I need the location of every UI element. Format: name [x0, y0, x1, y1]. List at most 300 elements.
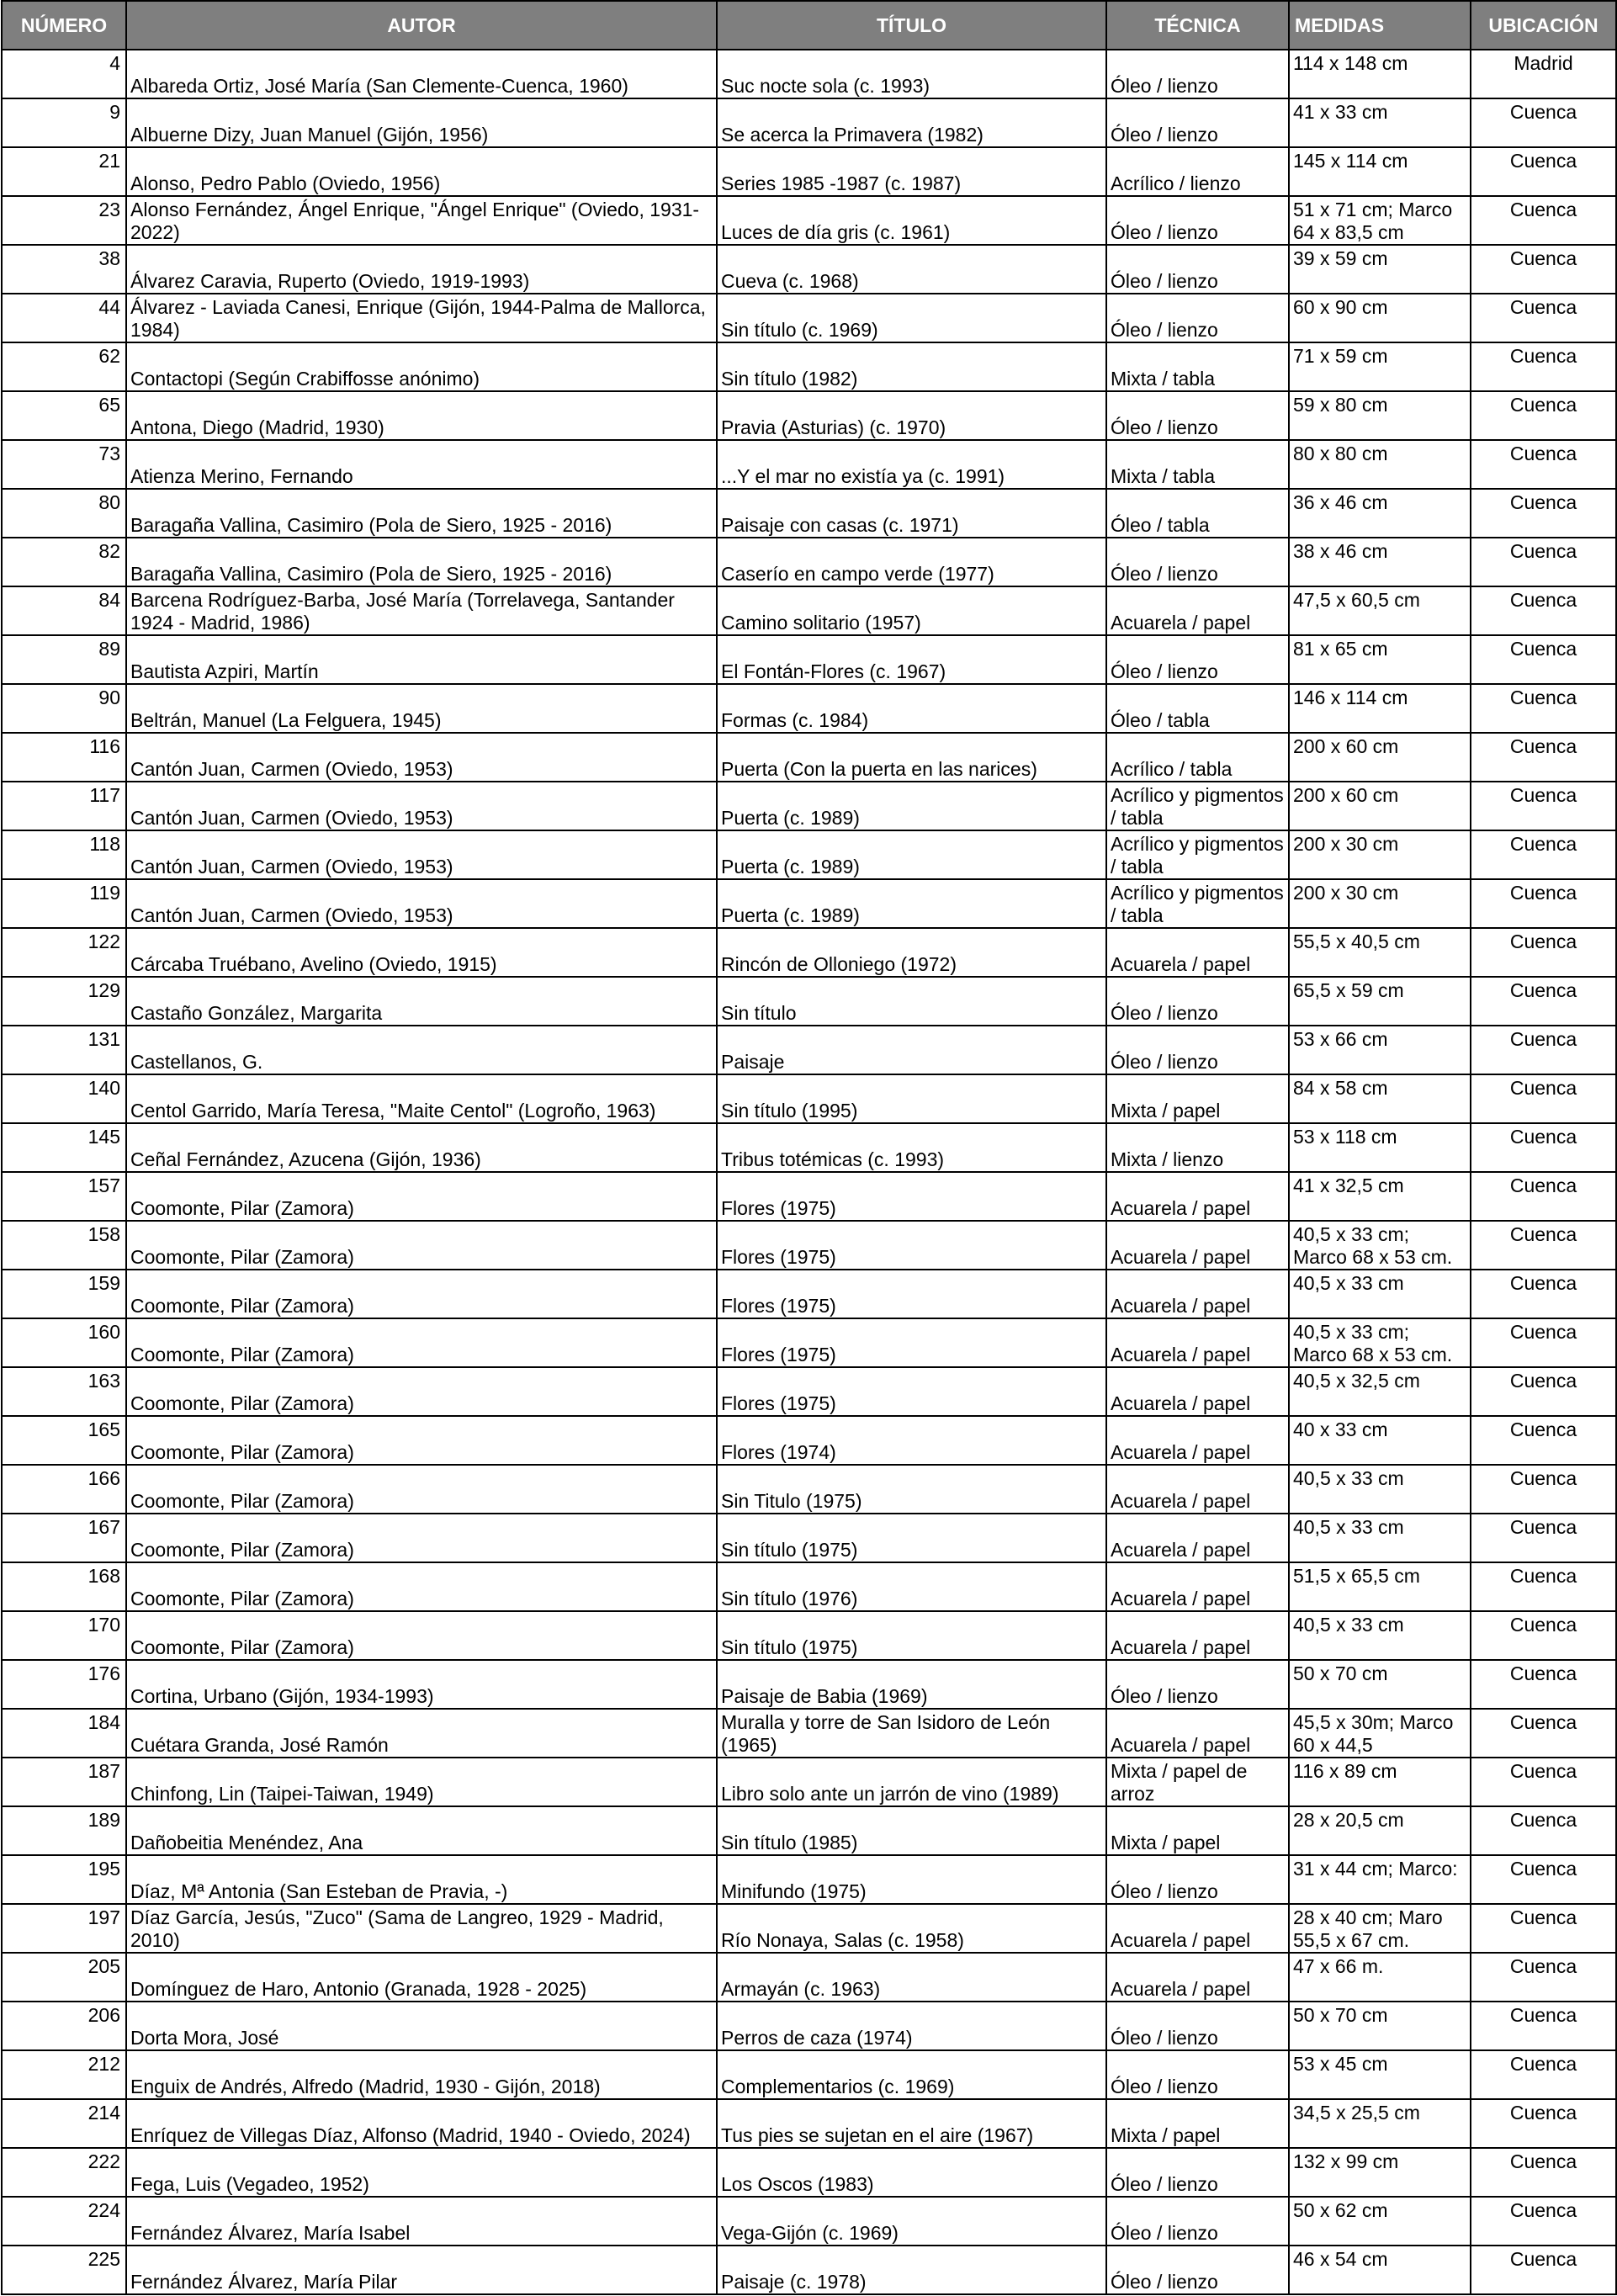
cell-medidas-text: 200 x 30 cm: [1293, 882, 1399, 904]
cell-ubicacion: [1471, 635, 1616, 684]
cell-ubicacion: [1471, 1709, 1616, 1758]
cell-autor-text: Fernández Álvarez, María Pilar: [130, 2271, 398, 2293]
cell-titulo: [717, 1660, 1106, 1709]
table-row: [2, 1367, 1616, 1416]
cell-tecnica-text: Acuarela / papel: [1111, 1490, 1251, 1512]
cell-titulo-text: Puerta (c. 1989): [721, 807, 860, 829]
cell-autor: [126, 1074, 717, 1123]
cell-numero-text: 170: [87, 1614, 120, 1636]
table-row: [2, 440, 1616, 489]
cell-tecnica-text: Óleo / tabla: [1111, 514, 1210, 536]
cell-titulo-text: Puerta (c. 1989): [721, 856, 860, 878]
cell-titulo-text: Flores (1975): [721, 1197, 836, 1219]
cell-autor-text: Cantón Juan, Carmen (Oviedo, 1953): [130, 856, 453, 878]
cell-ubicacion: [1471, 342, 1616, 391]
cell-autor: [126, 2197, 717, 2246]
cell-autor-text: Coomonte, Pilar (Zamora): [130, 1539, 354, 1561]
cell-numero-text: 157: [87, 1175, 120, 1196]
table-row: [2, 391, 1616, 440]
cell-titulo: [717, 1611, 1106, 1660]
cell-ubicacion: [1471, 2002, 1616, 2050]
cell-autor: [126, 1660, 717, 1709]
cell-titulo-text: Pravia (Asturias) (c. 1970): [721, 416, 946, 438]
cell-numero: [2, 1318, 126, 1367]
cell-medidas-text: 46 x 54 cm: [1293, 2248, 1388, 2270]
cell-numero: [2, 1123, 126, 1172]
cell-autor: [126, 245, 717, 294]
cell-tecnica: [1106, 2148, 1289, 2197]
cell-titulo: [717, 1562, 1106, 1611]
cell-numero-text: 82: [98, 540, 120, 562]
cell-tecnica-text: Acuarela / papel: [1111, 1441, 1251, 1463]
cell-autor: [126, 2099, 717, 2148]
cell-titulo-text: Flores (1975): [721, 1295, 836, 1317]
cell-tecnica: [1106, 1074, 1289, 1123]
cell-medidas: [1289, 245, 1471, 294]
cell-tecnica: [1106, 440, 1289, 489]
cell-autor-text: Coomonte, Pilar (Zamora): [130, 1197, 354, 1219]
cell-numero: [2, 1416, 126, 1465]
cell-medidas-text: 145 x 114 cm: [1293, 150, 1408, 172]
cell-autor: [126, 147, 717, 196]
cell-ubicacion-text: Cuenca: [1509, 1370, 1577, 1392]
cell-titulo: [717, 1270, 1106, 1318]
cell-numero-text: 4: [109, 52, 120, 74]
cell-autor: [126, 1514, 717, 1562]
cell-medidas-text: 71 x 59 cm: [1293, 345, 1388, 367]
cell-titulo: [717, 1709, 1106, 1758]
cell-ubicacion: [1471, 440, 1616, 489]
cell-medidas-text: 80 x 80 cm: [1293, 443, 1388, 464]
table-row: [2, 2050, 1616, 2099]
cell-ubicacion-text: Cuenca: [1509, 1711, 1577, 1733]
cell-medidas: [1289, 1758, 1471, 1806]
cell-autor-text: Cuétara Granda, José Ramón: [130, 1734, 389, 1756]
table-row: [2, 1855, 1616, 1904]
cell-autor-text: Díaz, Mª Antonia (San Esteban de Pravia, -): [130, 1880, 508, 1902]
cell-ubicacion-text: Cuenca: [1509, 150, 1577, 172]
cell-autor-text: Cantón Juan, Carmen (Oviedo, 1953): [130, 904, 453, 926]
cell-titulo: [717, 830, 1106, 879]
cell-numero: [2, 1660, 126, 1709]
cell-autor: [126, 782, 717, 830]
cell-numero: [2, 2246, 126, 2294]
cell-tecnica-text: Óleo / tabla: [1111, 709, 1210, 731]
cell-tecnica: [1106, 1270, 1289, 1318]
table-row: [2, 50, 1616, 98]
cell-medidas: [1289, 98, 1471, 147]
cell-ubicacion: [1471, 245, 1616, 294]
cell-numero-text: 129: [87, 979, 120, 1001]
cell-ubicacion-text: Cuenca: [1509, 931, 1577, 952]
cell-titulo: [717, 1514, 1106, 1562]
cell-ubicacion-text: Cuenca: [1509, 2004, 1577, 2026]
cell-tecnica: [1106, 684, 1289, 733]
cell-titulo-text: Series 1985 -1987 (c. 1987): [721, 172, 962, 194]
cell-medidas: [1289, 1904, 1471, 1953]
cell-ubicacion: [1471, 1953, 1616, 2002]
cell-ubicacion: [1471, 830, 1616, 879]
cell-titulo: [717, 1416, 1106, 1465]
cell-numero-text: 159: [87, 1272, 120, 1294]
cell-ubicacion-text: Cuenca: [1509, 784, 1577, 806]
cell-autor: [126, 50, 717, 98]
cell-numero-text: 84: [98, 589, 120, 611]
cell-numero-text: 89: [98, 638, 120, 660]
cell-medidas: [1289, 586, 1471, 635]
cell-numero-text: 119: [89, 882, 120, 904]
cell-autor-text: Coomonte, Pilar (Zamora): [130, 1344, 354, 1365]
cell-titulo: [717, 245, 1106, 294]
table-row: [2, 2148, 1616, 2197]
cell-autor-text: Atienza Merino, Fernando: [130, 465, 353, 487]
cell-ubicacion: [1471, 2246, 1616, 2294]
cell-numero: [2, 538, 126, 586]
cell-autor: [126, 1270, 717, 1318]
cell-tecnica-text: Acuarela / papel: [1111, 953, 1251, 975]
cell-ubicacion: [1471, 1367, 1616, 1416]
cell-medidas-text: 40,5 x 32,5 cm: [1293, 1370, 1420, 1392]
cell-titulo: [717, 98, 1106, 147]
table-row: [2, 294, 1616, 342]
cell-numero: [2, 1172, 126, 1221]
header-tecnica: TÉCNICA: [1106, 1, 1289, 50]
cell-ubicacion-text: Cuenca: [1509, 1077, 1577, 1099]
cell-tecnica-text: Acuarela / papel: [1111, 1588, 1251, 1609]
cell-medidas: [1289, 2197, 1471, 2246]
cell-titulo: [717, 391, 1106, 440]
cell-tecnica: [1106, 1611, 1289, 1660]
cell-ubicacion: [1471, 1904, 1616, 1953]
cell-medidas: [1289, 830, 1471, 879]
cell-medidas: [1289, 782, 1471, 830]
cell-ubicacion-text: Cuenca: [1509, 1175, 1577, 1196]
cell-numero-text: 116: [89, 735, 120, 757]
cell-autor: [126, 977, 717, 1026]
table-row: [2, 2099, 1616, 2148]
table-row: [2, 830, 1616, 879]
cell-medidas: [1289, 147, 1471, 196]
cell-medidas: [1289, 1123, 1471, 1172]
cell-tecnica-text: Mixta / papel: [1111, 2124, 1221, 2146]
cell-titulo-text: Flores (1975): [721, 1246, 836, 1268]
cell-ubicacion: [1471, 1660, 1616, 1709]
cell-titulo-text: Complementarios (c. 1969): [721, 2076, 955, 2097]
table-row: [2, 928, 1616, 977]
cell-titulo: [717, 1318, 1106, 1367]
cell-ubicacion: [1471, 391, 1616, 440]
cell-titulo-text: Paisaje: [721, 1051, 785, 1073]
cell-autor-text: Albuerne Dizy, Juan Manuel (Gijón, 1956): [130, 124, 489, 146]
cell-ubicacion-text: Cuenca: [1509, 247, 1577, 269]
cell-autor: [126, 1026, 717, 1074]
cell-numero: [2, 50, 126, 98]
cell-numero: [2, 928, 126, 977]
cell-medidas: [1289, 928, 1471, 977]
cell-ubicacion-text: Cuenca: [1509, 1418, 1577, 1440]
table-row: [2, 1758, 1616, 1806]
cell-tecnica-text: Acrílico / tabla: [1111, 758, 1233, 780]
cell-numero: [2, 2197, 126, 2246]
cell-autor: [126, 879, 717, 928]
cell-numero-text: 184: [87, 1711, 120, 1733]
cell-autor-text: Baragaña Vallina, Casimiro (Pola de Siero, 1925 - 2016): [130, 514, 612, 536]
cell-numero: [2, 1270, 126, 1318]
cell-numero-text: 224: [87, 2199, 120, 2221]
cell-medidas-text: 45,5 x 30m; Marco 60 x 44,5: [1293, 1711, 1454, 1756]
cell-tecnica: [1106, 1660, 1289, 1709]
cell-titulo: [717, 586, 1106, 635]
cell-numero: [2, 391, 126, 440]
cell-tecnica: [1106, 50, 1289, 98]
cell-numero: [2, 684, 126, 733]
cell-tecnica: [1106, 928, 1289, 977]
cell-autor: [126, 294, 717, 342]
cell-tecnica: [1106, 733, 1289, 782]
cell-tecnica-text: Mixta / tabla: [1111, 465, 1215, 487]
cell-ubicacion: [1471, 1806, 1616, 1855]
cell-autor-text: Enguix de Andrés, Alfredo (Madrid, 1930 - Gijón, 2018): [130, 2076, 601, 2097]
cell-autor: [126, 1221, 717, 1270]
cell-autor-text: Cárcaba Truébano, Avelino (Oviedo, 1915): [130, 953, 497, 975]
cell-ubicacion-text: Cuenca: [1509, 345, 1577, 367]
cell-tecnica-text: Óleo / lienzo: [1111, 75, 1218, 97]
cell-medidas-text: 28 x 40 cm; Maro 55,5 x 67 cm.: [1293, 1906, 1443, 1951]
cell-tecnica-text: Acuarela / papel: [1111, 1344, 1251, 1365]
cell-titulo-text: Vega-Gijón (c. 1969): [721, 2222, 899, 2244]
cell-medidas: [1289, 1416, 1471, 1465]
cell-tecnica: [1106, 1953, 1289, 2002]
cell-titulo: [717, 879, 1106, 928]
cell-medidas-text: 41 x 32,5 cm: [1293, 1175, 1404, 1196]
cell-autor-text: Albareda Ortiz, José María (San Clemente-Cuenca, 1960): [130, 75, 628, 97]
cell-autor: [126, 1465, 717, 1514]
cell-medidas: [1289, 1367, 1471, 1416]
cell-titulo: [717, 147, 1106, 196]
cell-ubicacion-text: Cuenca: [1509, 1223, 1577, 1245]
cell-medidas: [1289, 1709, 1471, 1758]
cell-titulo-text: Camino solitario (1957): [721, 612, 921, 634]
cell-numero: [2, 1562, 126, 1611]
cell-ubicacion-text: Cuenca: [1509, 2102, 1577, 2124]
cell-tecnica-text: Acuarela / papel: [1111, 1734, 1251, 1756]
cell-autor-text: Coomonte, Pilar (Zamora): [130, 1246, 354, 1268]
cell-titulo-text: Libro solo ante un jarrón de vino (1989): [721, 1783, 1059, 1805]
cell-autor: [126, 684, 717, 733]
cell-tecnica: [1106, 1709, 1289, 1758]
cell-medidas: [1289, 977, 1471, 1026]
cell-titulo: [717, 1855, 1106, 1904]
cell-numero-text: 167: [87, 1516, 120, 1538]
cell-titulo-text: Sin título (1975): [721, 1539, 858, 1561]
cell-titulo: [717, 196, 1106, 245]
cell-autor-text: Cantón Juan, Carmen (Oviedo, 1953): [130, 807, 453, 829]
cell-medidas-text: 114 x 148 cm: [1293, 52, 1408, 74]
cell-titulo: [717, 1221, 1106, 1270]
cell-tecnica: [1106, 1221, 1289, 1270]
cell-tecnica: [1106, 1416, 1289, 1465]
cell-ubicacion: [1471, 1074, 1616, 1123]
cell-autor-text: Ceñal Fernández, Azucena (Gijón, 1936): [130, 1148, 481, 1170]
cell-tecnica: [1106, 391, 1289, 440]
cell-autor-text: Alonso Fernández, Ángel Enrique, "Ángel Enrique" (Oviedo, 1931- 2022): [130, 199, 700, 243]
cell-medidas-text: 59 x 80 cm: [1293, 394, 1388, 416]
cell-ubicacion-text: Cuenca: [1509, 1272, 1577, 1294]
table-row: [2, 1270, 1616, 1318]
cell-numero: [2, 2099, 126, 2148]
cell-tecnica-text: Acrílico y pigmentos / tabla: [1111, 882, 1284, 926]
cell-tecnica-text: Acuarela / papel: [1111, 1929, 1251, 1951]
cell-autor-text: Fega, Luis (Vegadeo, 1952): [130, 2173, 369, 2195]
cell-ubicacion: [1471, 1465, 1616, 1514]
cell-numero: [2, 1806, 126, 1855]
cell-tecnica: [1106, 1123, 1289, 1172]
cell-medidas: [1289, 342, 1471, 391]
cell-numero: [2, 1465, 126, 1514]
cell-numero-text: 222: [87, 2150, 120, 2172]
cell-ubicacion-text: Cuenca: [1509, 687, 1577, 708]
cell-autor-text: Cantón Juan, Carmen (Oviedo, 1953): [130, 758, 453, 780]
cell-medidas: [1289, 1465, 1471, 1514]
cell-ubicacion-text: Cuenca: [1509, 1955, 1577, 1977]
cell-titulo-text: Paisaje (c. 1978): [721, 2271, 867, 2293]
cell-tecnica: [1106, 147, 1289, 196]
cell-autor: [126, 1758, 717, 1806]
cell-tecnica-text: Óleo / lienzo: [1111, 1051, 1218, 1073]
cell-titulo: [717, 1904, 1106, 1953]
cell-tecnica-text: Óleo / lienzo: [1111, 660, 1218, 682]
cell-titulo: [717, 50, 1106, 98]
cell-ubicacion-text: Cuenca: [1509, 882, 1577, 904]
cell-tecnica-text: Óleo / lienzo: [1111, 2173, 1218, 2195]
cell-autor-text: Coomonte, Pilar (Zamora): [130, 1441, 354, 1463]
table-row: [2, 1904, 1616, 1953]
cell-tecnica-text: Óleo / lienzo: [1111, 270, 1218, 292]
cell-autor: [126, 342, 717, 391]
cell-titulo: [717, 2197, 1106, 2246]
cell-tecnica: [1106, 2099, 1289, 2148]
cell-tecnica-text: Acuarela / papel: [1111, 1246, 1251, 1268]
cell-titulo: [717, 635, 1106, 684]
table-row: [2, 879, 1616, 928]
cell-autor: [126, 2050, 717, 2099]
cell-ubicacion: [1471, 1221, 1616, 1270]
cell-autor-text: Cortina, Urbano (Gijón, 1934-1993): [130, 1685, 434, 1707]
cell-ubicacion-text: Cuenca: [1509, 491, 1577, 513]
cell-numero-text: 212: [87, 2053, 120, 2075]
cell-titulo: [717, 2246, 1106, 2294]
cell-ubicacion-text: Cuenca: [1509, 979, 1577, 1001]
cell-medidas-text: 41 x 33 cm: [1293, 101, 1388, 123]
cell-medidas-text: 60 x 90 cm: [1293, 296, 1388, 318]
cell-titulo: [717, 1465, 1106, 1514]
cell-titulo-text: Cueva (c. 1968): [721, 270, 859, 292]
cell-numero-text: 117: [89, 784, 120, 806]
cell-titulo: [717, 733, 1106, 782]
table-row: [2, 1318, 1616, 1367]
cell-numero-text: 197: [87, 1906, 120, 1928]
cell-medidas-text: 200 x 60 cm: [1293, 735, 1399, 757]
cell-ubicacion-text: Cuenca: [1509, 1662, 1577, 1684]
table-row: [2, 977, 1616, 1026]
cell-numero: [2, 2148, 126, 2197]
cell-ubicacion-text: Cuenca: [1509, 443, 1577, 464]
cell-autor: [126, 1904, 717, 1953]
cell-ubicacion: [1471, 1123, 1616, 1172]
table-row: [2, 1660, 1616, 1709]
cell-numero-text: 225: [87, 2248, 120, 2270]
cell-autor: [126, 196, 717, 245]
cell-tecnica-text: Mixta / papel: [1111, 1832, 1221, 1853]
cell-ubicacion: [1471, 1270, 1616, 1318]
cell-numero-text: 131: [87, 1028, 120, 1050]
cell-numero-text: 206: [87, 2004, 120, 2026]
cell-medidas-text: 38 x 46 cm: [1293, 540, 1388, 562]
cell-ubicacion-text: Cuenca: [1509, 1906, 1577, 1928]
cell-medidas-text: 40,5 x 33 cm; Marco 68 x 53 cm.: [1293, 1223, 1453, 1268]
table-row: [2, 635, 1616, 684]
cell-numero: [2, 879, 126, 928]
cell-titulo-text: Río Nonaya, Salas (c. 1958): [721, 1929, 964, 1951]
cell-titulo: [717, 2002, 1106, 2050]
cell-numero: [2, 1026, 126, 1074]
cell-autor: [126, 1806, 717, 1855]
cell-titulo: [717, 1074, 1106, 1123]
cell-tecnica: [1106, 1465, 1289, 1514]
cell-ubicacion: [1471, 1758, 1616, 1806]
cell-titulo-text: Rincón de Olloniego (1972): [721, 953, 957, 975]
cell-autor-text: Barcena Rodríguez-Barba, José María (Torrelavega, Santander 1924 - Madrid, 1986): [130, 589, 675, 634]
cell-ubicacion: [1471, 1855, 1616, 1904]
cell-titulo-text: Sin título (1976): [721, 1588, 858, 1609]
cell-ubicacion-text: Cuenca: [1509, 1516, 1577, 1538]
table-row: [2, 1514, 1616, 1562]
cell-numero: [2, 1904, 126, 1953]
cell-titulo: [717, 1123, 1106, 1172]
cell-titulo-text: Flores (1975): [721, 1344, 836, 1365]
cell-medidas-text: 28 x 20,5 cm: [1293, 1809, 1404, 1831]
header-medidas: MEDIDAS: [1289, 1, 1471, 50]
cell-tecnica: [1106, 879, 1289, 928]
cell-autor-text: Díaz García, Jesús, "Zuco" (Sama de Langreo, 1929 - Madrid, 2010): [130, 1906, 664, 1951]
cell-medidas: [1289, 1562, 1471, 1611]
cell-medidas: [1289, 196, 1471, 245]
cell-autor: [126, 586, 717, 635]
cell-numero: [2, 440, 126, 489]
cell-tecnica-text: Acrílico / lienzo: [1111, 172, 1241, 194]
table-row: [2, 1953, 1616, 2002]
cell-titulo: [717, 1953, 1106, 2002]
cell-tecnica-text: Óleo / lienzo: [1111, 2076, 1218, 2097]
cell-ubicacion: [1471, 489, 1616, 538]
cell-numero-text: 140: [87, 1077, 120, 1099]
cell-titulo: [717, 440, 1106, 489]
table-body: [2, 50, 1616, 2294]
cell-tecnica: [1106, 196, 1289, 245]
cell-numero: [2, 977, 126, 1026]
cell-titulo-text: ...Y el mar no existía ya (c. 1991): [721, 465, 1005, 487]
cell-numero: [2, 733, 126, 782]
cell-titulo: [717, 1758, 1106, 1806]
cell-tecnica: [1106, 830, 1289, 879]
cell-medidas: [1289, 684, 1471, 733]
cell-numero-text: 118: [89, 833, 120, 855]
cell-autor: [126, 538, 717, 586]
table-row: [2, 733, 1616, 782]
cell-titulo-text: Perros de caza (1974): [721, 2027, 913, 2049]
cell-medidas: [1289, 1026, 1471, 1074]
cell-autor-text: Coomonte, Pilar (Zamora): [130, 1490, 354, 1512]
